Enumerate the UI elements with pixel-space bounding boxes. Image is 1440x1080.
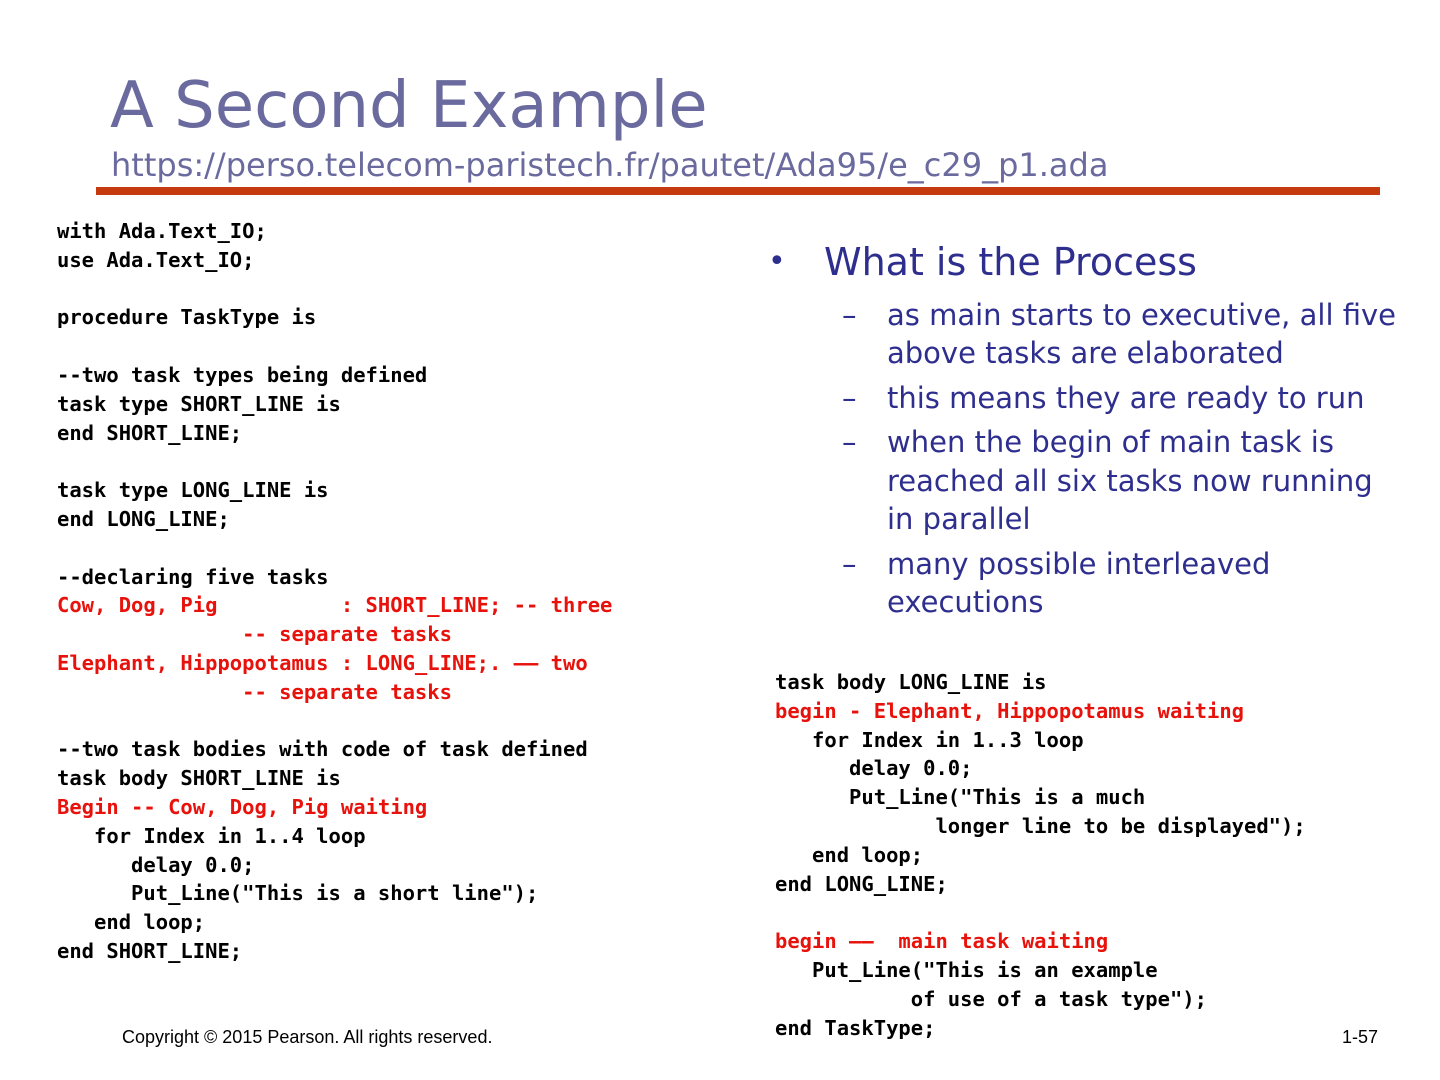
code-line: -- separate tasks [57,622,452,647]
code-line: task body SHORT_LINE is [57,766,341,791]
code-line [57,707,612,736]
sub-bullet-text: when the begin of main task is reached all six tasks now running in parallel [887,425,1373,537]
sub-bullet-text: this means they are ready to run [887,380,1365,415]
code-line: -- separate tasks [57,679,452,704]
code-block-task-types [57,217,612,966]
slide-title: A Second Example [110,69,708,143]
sub-bullet-item [768,423,1408,539]
bullet-list [768,240,1408,628]
code-line: end loop; [775,842,924,867]
code-block-task-body [775,668,1306,1042]
code-line: task type SHORT_LINE is [57,391,341,416]
bullet-dot-icon: • [768,244,786,279]
code-line: task type LONG_LINE is [57,478,329,503]
code-line [775,898,1306,927]
code-line: use Ada.Text_IO; [57,247,255,272]
code-line: for Index in 1..4 loop [57,823,366,848]
page-number: 1-57 [1341,1027,1378,1047]
code-line [57,275,612,304]
dash-icon: – [842,297,857,332]
sub-bullet-item [768,545,1408,622]
code-line [57,534,612,563]
code-line: longer line to be displayed"); [775,813,1306,838]
code-line: --declaring five tasks [57,564,329,589]
code-line: end SHORT_LINE; [57,420,243,445]
code-line: end loop; [57,910,206,935]
dash-icon: – [842,546,857,581]
code-line: end TaskType; [775,1015,936,1040]
code-line: begin - Elephant, Hippopotamus waiting [775,698,1244,723]
code-line: begin –– main task waiting [775,929,1109,954]
sub-bullet-text: many possible interleaved executions [887,546,1271,620]
code-line: Cow, Dog, Pig : SHORT_LINE; -- three [57,593,613,618]
title-divider [96,187,1380,195]
code-line: delay 0.0; [57,852,255,877]
code-line: of use of a task type"); [775,986,1207,1011]
code-line: --two task bodies with code of task defined [57,737,588,762]
code-line: end LONG_LINE; [57,506,230,531]
bullet-main-text: What is the Process [824,240,1197,284]
code-line: procedure TaskType is [57,305,317,330]
sub-bullet-item [768,379,1408,418]
dash-icon: – [842,380,857,415]
code-line [57,332,612,361]
copyright-notice: Copyright © 2015 Pearson. All rights reserved. [122,1027,493,1047]
code-line: Put_Line("This is a much [775,785,1146,810]
code-line: with Ada.Text_IO; [57,219,267,243]
code-line: --two task types being defined [57,362,428,387]
code-line: task body LONG_LINE is [775,670,1047,694]
code-line: Put_Line("This is an example [775,957,1158,982]
dash-icon: – [842,425,857,460]
code-line [57,447,612,476]
code-line: end LONG_LINE; [775,871,948,896]
sub-bullet-item [768,296,1408,373]
sub-bullet-list [768,296,1408,622]
code-line: delay 0.0; [775,756,973,781]
sub-bullet-text: as main starts to executive, all five above tasks are elaborated [887,297,1396,371]
code-line: end SHORT_LINE; [57,938,243,963]
code-line: Put_Line("This is a short line"); [57,881,539,906]
code-line: Begin -- Cow, Dog, Pig waiting [57,794,428,819]
code-line: for Index in 1..3 loop [775,727,1084,752]
bullet-item-main [768,240,1408,286]
source-url: https://perso.telecom-paristech.fr/pautet/Ada95/e_c29_p1.ada [111,146,1109,184]
code-line: Elephant, Hippopotamus : LONG_LINE;. –– two [57,650,588,675]
